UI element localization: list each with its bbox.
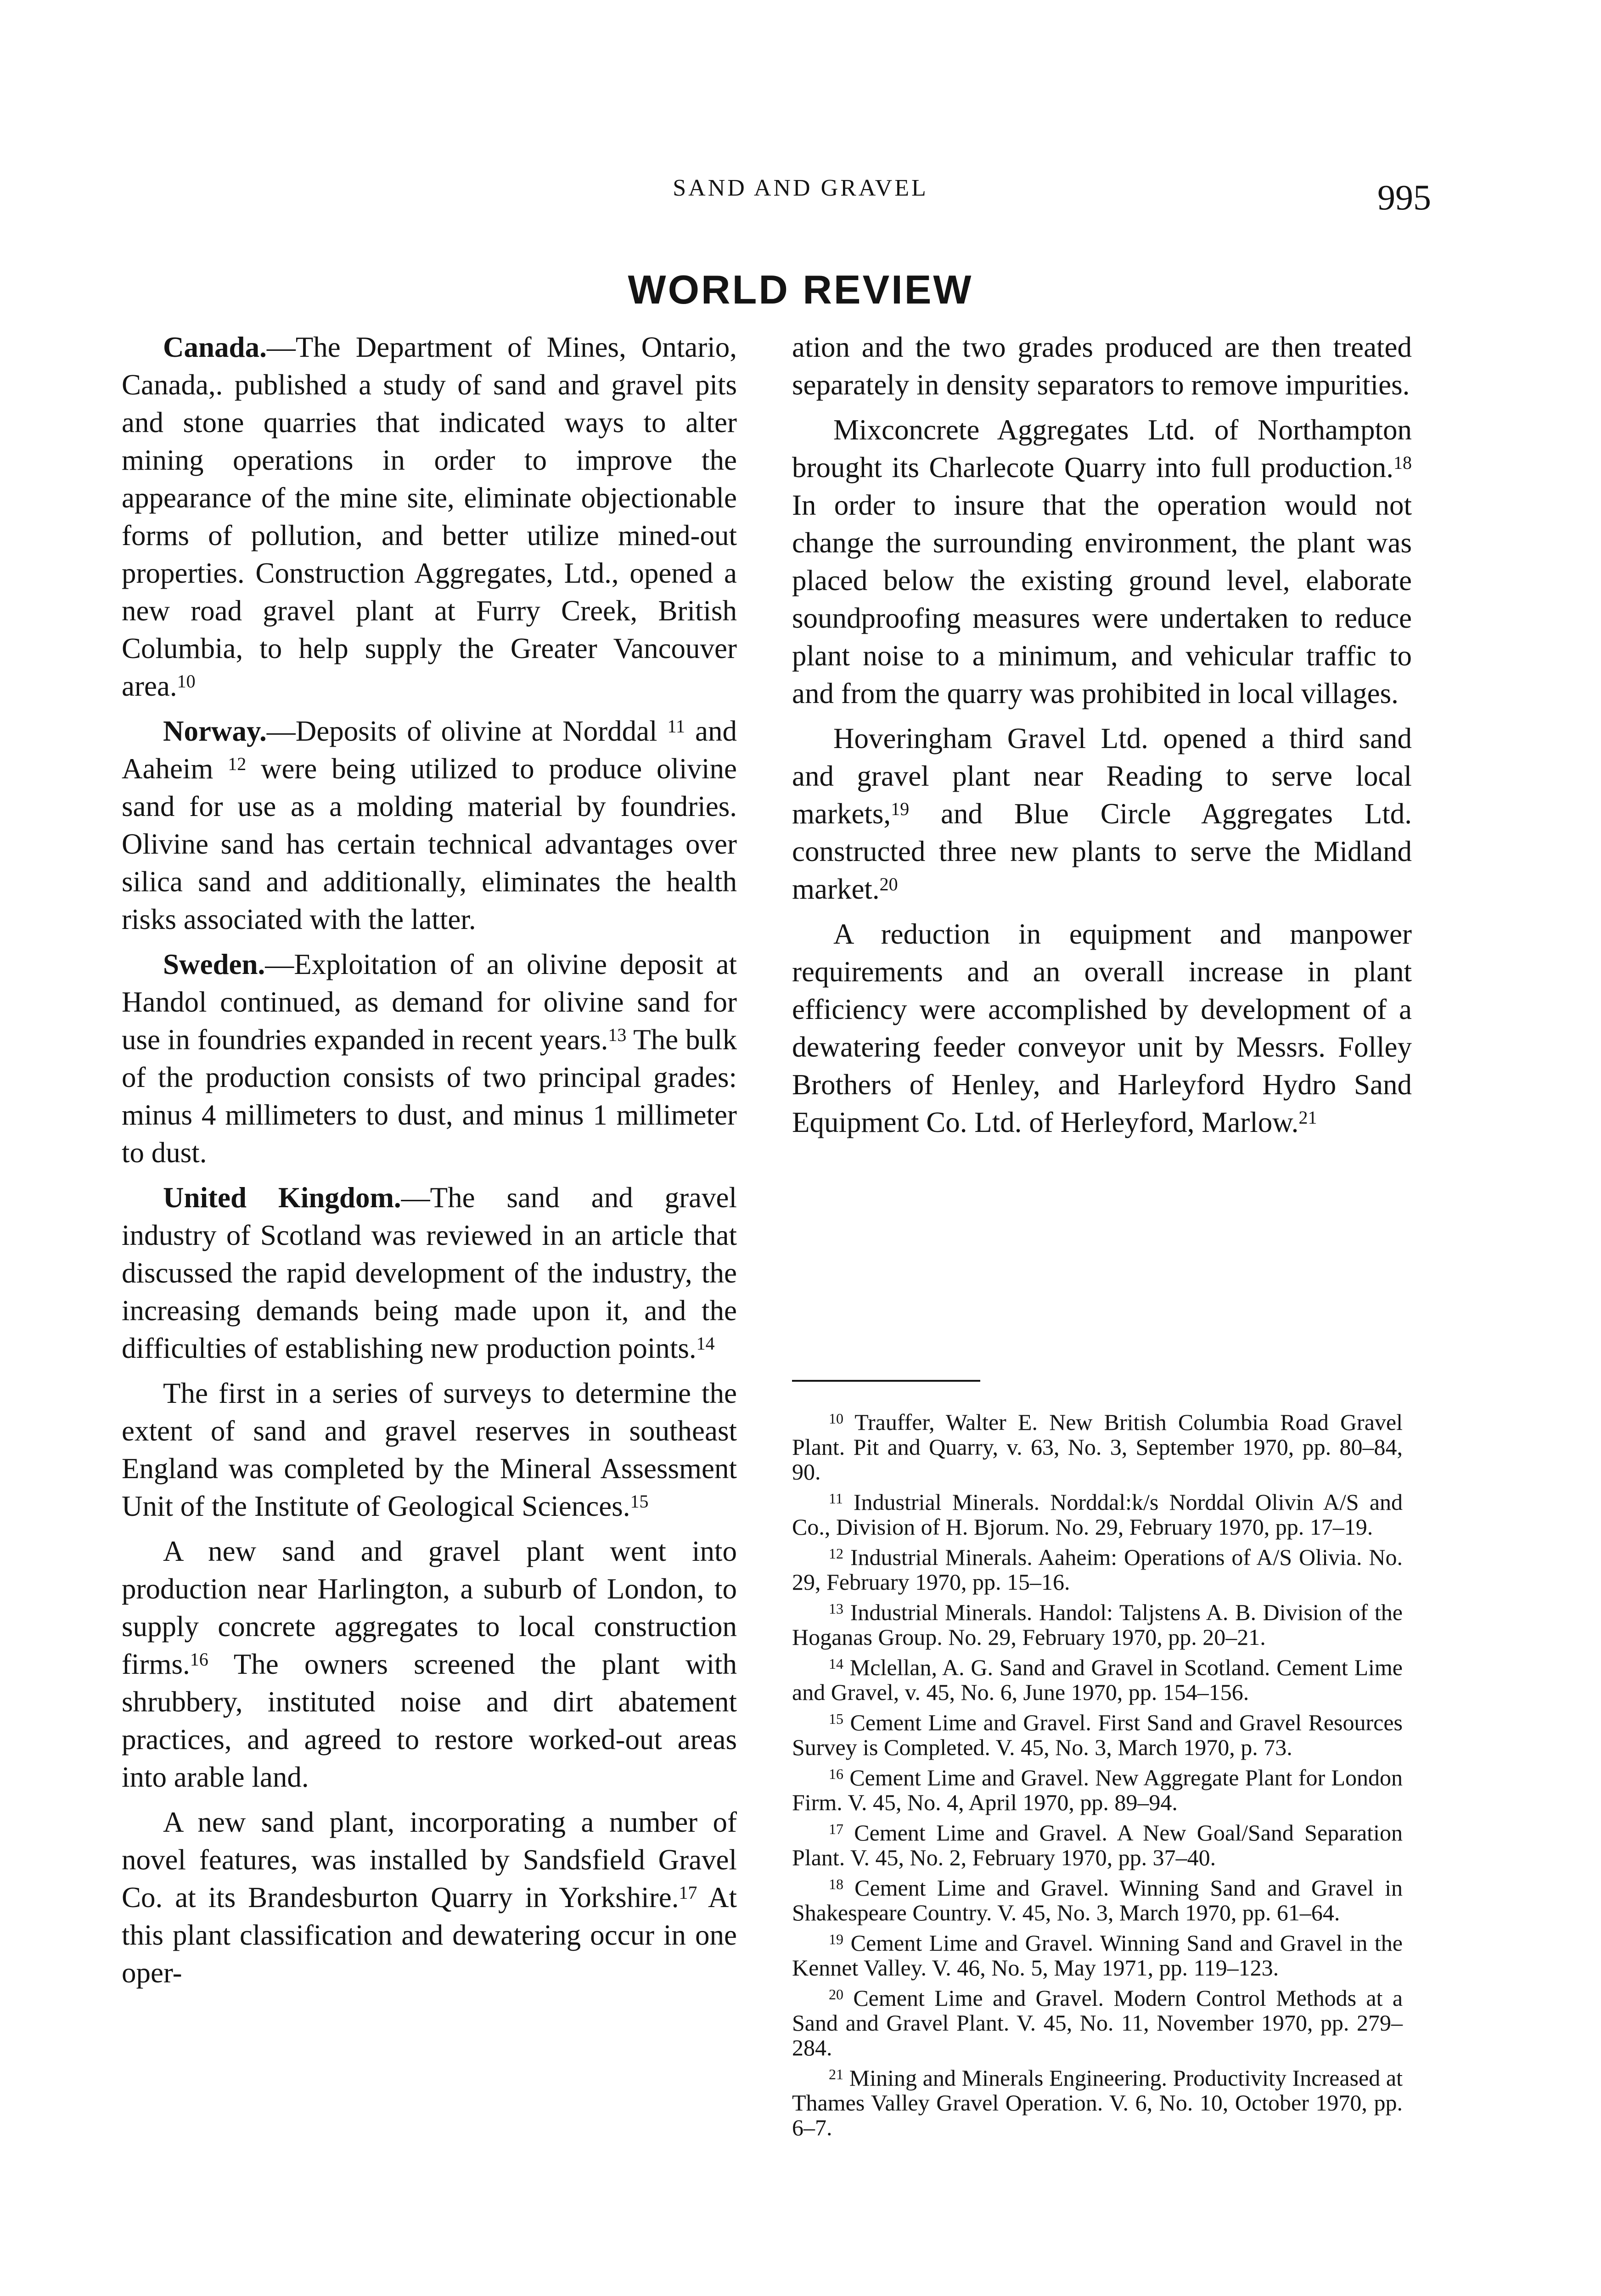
footnote-ref: 13 <box>608 1024 627 1045</box>
footnote-text: Trauffer, Walter E. New British Columbia Road Gravel Plant. Pit and Quarry, v. 63, No. 3, September 1970, pp. 80–84, 90. <box>792 1409 1403 1485</box>
footnote-text: Mclellan, A. G. Sand and Gravel in Scotland. Cement Lime and Gravel, v. 45, No. 6, June 1970, pp. 154–156. <box>792 1654 1403 1705</box>
paragraph-text: ation and the two grades produced are then treated separately in density separators to remove impurities. <box>792 331 1412 401</box>
footnote-text: Industrial Minerals. Norddal:k/s Norddal Olivin A/S and Co., Division of H. Bjorum. No. 29, February 1970, pp. 17–19. <box>792 1489 1403 1540</box>
footnote <box>792 1710 1403 1760</box>
footnote-number: 18 <box>829 1876 843 1892</box>
country-heading-sweden: Sweden. <box>163 948 265 980</box>
page-number: 995 <box>1377 177 1431 217</box>
footnote-text: Cement Lime and Gravel. Modern Control Methods at a Sand and Gravel Plant. V. 45, No. 11, November 1970, pp. 279–284. <box>792 1985 1403 2060</box>
footnote-text: Cement Lime and Gravel. Winning Sand and Gravel in Shakespeare Country. V. 45, No. 3, March 1970, pp. 61–64. <box>792 1875 1403 1925</box>
paragraph-text: In order to insure that the operation would not change the surrounding environment, the plant was placed below the existing ground level, elaborate soundproofing measures were undertaken to reduce plant noise to a minimum, and vehicular traffic to and from the quarry was prohibited in local villages. <box>792 489 1412 709</box>
paragraph-sand-plant <box>122 1803 737 1992</box>
footnote-ref: 14 <box>696 1333 715 1354</box>
footnote-ref: 11 <box>667 716 685 737</box>
footnotes <box>792 1410 1403 2145</box>
footnote-ref: 10 <box>177 671 196 692</box>
footnote-ref: 17 <box>679 1882 697 1903</box>
section-title: WORLD REVIEW <box>628 267 973 312</box>
paragraph-text: —The Department of Mines, Ontario, Canada,. published a study of sand and gravel pits and stone quarries that indicated ways to alter mining operations in order to improve the appearance of the mine site, eliminate objectionable forms of pollution, and better utilize mined-out properties. Construction Aggregates, Ltd., opened a new road gravel plant at Furry Creek, British Columbia, to help supply the Greater Vancouver area. <box>122 331 737 702</box>
footnote-text: Cement Lime and Gravel. A New Goal/Sand Separation Plant. V. 45, No. 2, February 1970, pp. 37–40. <box>792 1820 1403 1870</box>
footnote <box>792 1600 1403 1649</box>
footnote <box>792 1655 1403 1705</box>
paragraph-mixconcrete <box>792 411 1412 712</box>
footnote-text: Cement Lime and Gravel. Winning Sand and Gravel in the Kennet Valley. V. 46, No. 5, May 1971, pp. 119–123. <box>792 1930 1403 1981</box>
footnote-number: 21 <box>829 2066 843 2082</box>
footnote-text: Industrial Minerals. Handol: Taljstens A. B. Division of the Hoganas Group. No. 29, February 1970, pp. 20–21. <box>792 1599 1403 1650</box>
footnote-number: 10 <box>829 1410 843 1427</box>
footnote <box>792 1875 1403 1925</box>
footnote <box>792 1765 1403 1815</box>
footnote-number: 17 <box>829 1821 843 1837</box>
footnote-number: 12 <box>829 1545 843 1562</box>
paragraph-text: The first in a series of surveys to determine the extent of sand and gravel reserves in southeast England was completed by the Mineral Assessment Unit of the Institute of Geological Sciences. <box>122 1377 737 1522</box>
footnote <box>792 1410 1403 1484</box>
paragraph-text: Mixconcrete Aggregates Ltd. of Northampton brought its Charlecote Quarry into full production. <box>792 414 1412 484</box>
paragraph-text: A new sand and gravel plant went into production near Harlington, a suburb of London, to supply concrete aggregates to local construction firms. <box>122 1535 737 1680</box>
footnote-number: 20 <box>829 1986 843 2003</box>
paragraph-reduction <box>792 915 1412 1141</box>
paragraph-text: were being utilized to produce olivine sand for use as a molding material by foundries. Olivine sand has certain technical advantages over silica sand and additionally, eliminates the health risks associated with the latter. <box>122 753 737 935</box>
paragraph-harlington <box>122 1532 737 1796</box>
footnote-number: 15 <box>829 1711 843 1727</box>
paragraph-text: The owners screened the plant with shrubbery, instituted noise and dirt abatement practices, and agreed to restore worked-out areas into arable land. <box>122 1648 737 1793</box>
footnote-divider <box>792 1380 980 1382</box>
footnote-number: 13 <box>829 1600 843 1617</box>
paragraph-text: —Exploitation of an olivine deposit at Handol continued, as demand for olivine sand for use in foundries expanded in recent years. <box>122 948 737 1056</box>
footnote-number: 14 <box>829 1655 843 1672</box>
footnote-number: 16 <box>829 1766 843 1782</box>
paragraph-text: At this plant classification and dewatering occur in one oper- <box>122 1881 737 1989</box>
footnote <box>792 1820 1403 1870</box>
right-column <box>792 328 1412 1148</box>
footnote-text: Cement Lime and Gravel. New Aggregate Plant for London Firm. V. 45, No. 4, April 1970, pp. 89–94. <box>792 1765 1403 1815</box>
paragraph-survey <box>122 1374 737 1525</box>
footnote <box>792 1986 1403 2060</box>
paragraph-text: and Aaheim <box>122 715 737 785</box>
paragraph-sweden <box>122 945 737 1171</box>
paragraph-text: A reduction in equipment and manpower requirements and an overall increase in plant efficiency were accomplished by development of a dewatering feeder conveyor unit by Messrs. Folley Brothers of Henley, and Harleyford Hydro Sand Equipment Co. Ltd. of Herleyford, Marlow. <box>792 918 1412 1138</box>
footnote <box>792 1490 1403 1539</box>
footnote <box>792 1545 1403 1594</box>
left-column <box>122 328 737 1999</box>
paragraph-norway <box>122 712 737 938</box>
paragraph-hoveringham <box>792 720 1412 908</box>
footnote-ref: 12 <box>228 754 247 774</box>
paragraph-text: and Blue Circle Aggregates Ltd. constructed three new plants to serve the Midland market. <box>792 798 1412 905</box>
footnote-text: Mining and Minerals Engineering. Productivity Increased at Thames Valley Gravel Operation. V. 6, No. 10, October 1970, pp. 6–7. <box>792 2065 1403 2140</box>
footnote-ref: 20 <box>879 874 898 895</box>
footnote-ref: 21 <box>1298 1107 1317 1128</box>
paragraph-continued <box>792 328 1412 404</box>
footnote-text: Cement Lime and Gravel. First Sand and Gravel Resources Survey is Completed. V. 45, No. 3, March 1970, p. 73. <box>792 1710 1403 1760</box>
footnote-ref: 16 <box>190 1649 208 1670</box>
footnote-ref: 15 <box>630 1491 649 1512</box>
paragraph-text: Hoveringham Gravel Ltd. opened a third sand and gravel plant near Reading to serve local markets, <box>792 722 1412 830</box>
footnote-ref: 18 <box>1393 452 1412 473</box>
footnote-number: 19 <box>829 1931 843 1947</box>
paragraph-text: The bulk of the production consists of two principal grades: minus 4 millimeters to dust, and minus 1 millimeter to dust. <box>122 1024 737 1169</box>
running-head: SAND AND GRAVEL <box>673 175 928 201</box>
paragraph-text: —The sand and gravel industry of Scotland was reviewed in an article that discussed the rapid development of the industry, the increasing demands being made upon it, and the difficulties of establishing new production points. <box>122 1182 737 1364</box>
country-heading-norway: Norway. <box>163 715 267 747</box>
paragraph-text: A new sand plant, incorporating a number of novel features, was installed by Sandsfield Gravel Co. at its Brandesburton Quarry in Yorkshire. <box>122 1806 737 1913</box>
paragraph-text: —Deposits of olivine at Norddal <box>266 715 657 747</box>
footnote-text: Industrial Minerals. Aaheim: Operations of A/S Olivia. No. 29, February 1970, pp. 15–16. <box>792 1544 1403 1595</box>
footnote-number: 11 <box>829 1490 843 1507</box>
country-heading-canada: Canada. <box>163 331 267 363</box>
country-heading-united-kingdom: United Kingdom. <box>163 1182 401 1214</box>
paragraph-united-kingdom <box>122 1179 737 1367</box>
footnote-ref: 19 <box>891 799 910 819</box>
paragraph-canada <box>122 328 737 705</box>
footnote <box>792 1930 1403 1980</box>
footnote <box>792 2065 1403 2140</box>
